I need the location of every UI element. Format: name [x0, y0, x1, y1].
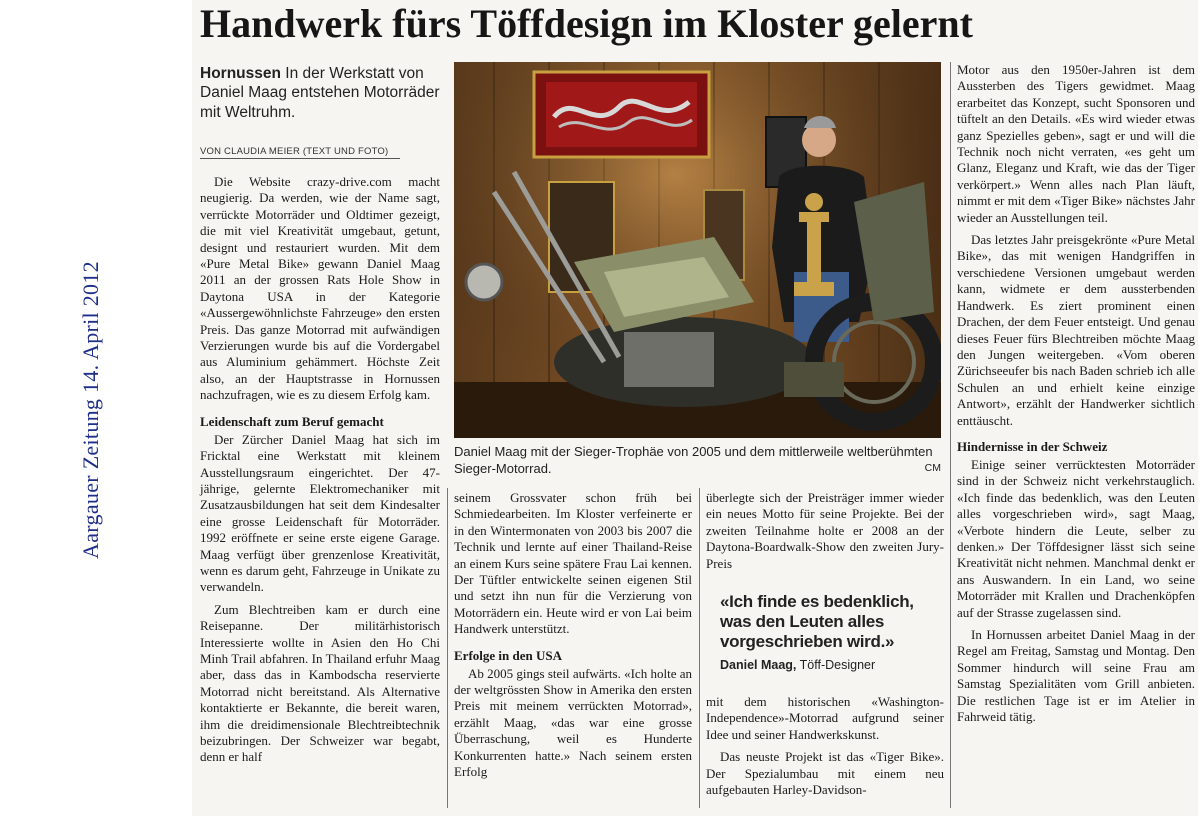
body-paragraph: Zum Blechtreiben kam er durch eine Reisepanne. Der militärhistorisch Interessierte wollte in Asien den Ho Chi Minh Trail abfahren. In Thailand erfuhr Maag aber, dass das in Kambodscha reservierte Motorrad nicht bereitstand. Als Alternative kontaktierte er Bekannte, die bereit waren, ihm die dreidimensionale Blechtreibtechnik beizubringen. Der Schweizer war begabt, denn er half — [200, 601, 440, 765]
lead-place: Hornussen — [200, 65, 281, 82]
body-paragraph: Das neuste Projekt ist das «Tiger Bike». Der Spezialumbau mit einem neu aufgebauten Harley-Davidson- — [706, 749, 944, 798]
pull-quote-text: «Ich finde es bedenklich, was den Leuten alles vorgeschrieben wird.» — [720, 592, 914, 651]
body-paragraph: mit dem historischen «Washington-Independence»-Motorrad aufgrund seiner Idee und seiner Handwerkskunst. — [706, 694, 944, 742]
body-paragraph: Ab 2005 gings steil aufwärts. «Ich holte an der weltgrössten Show in Amerika den ersten Preis mit meinem verrückten Motorrad», erzählt Maag, «das war eine grosse Überraschung, weil es Hunderte Konkurrenten hatte.» Nach seinem ersten Erfolg — [454, 665, 692, 780]
body-paragraph: In Hornussen arbeitet Daniel Maag in der Regel am Freitag, Samstag und Montag. Den Sommer hindurch will seine Frau am Samstag Spezialitäten vom Grill anbieten. Die restlichen Tage ist er im Atelier in Fahrweid tätig. — [957, 627, 1195, 725]
intro-paragraph: Die Website crazy-drive.com macht neugierig. Da werden, wie der Name sagt, verrückte Motorräder und Oldtimer gezeigt, die mit viel Kreativität umgebaut, getunt, designt und restauriert wurden. Mit dem «Pure Metal Bike» gewann Daniel Maag 2011 an der grossen Rats Hole Show in Daytona USA in der Kategorie «Aussergewöhnlichste Fahrzeuge» den ersten Preis. Das ganze Motorrad mit aufwändigen Verzierungen wurde bis auf die Vordergabel aus Aluminium gehämmert. Höchste Zeit also, an der Hauptstrasse in Hornussen nachzufragen, wie es zu diesem Erfolg kam. — [200, 174, 440, 403]
body-paragraph: seinem Grossvater schon früh bei Schmiedearbeiten. Im Kloster verfeinerte er in den Wintermonaten von 2003 bis 2007 die Technik und lernte auf einer Thailand-Reise an einem Kurs seine spätere Frau Lai kennen. Der Tüftler entwickelte seinen eigenen Stil und setzt ihn nun für die Verzierung von Motorrädern ein. Heute wird er von Lai beim Handwerk unterstützt. — [454, 490, 692, 637]
subhead-usa: Erfolge in den USA — [454, 647, 562, 663]
body-paragraph: Der Zürcher Daniel Maag hat sich im Fricktal eine Werkstatt mit kleinem Ausstellungsraum eingerichtet. Der 47-jährige, gelernte Elektromechaniker mit Zusatzausbildungen hat seit dem Kindesalter eine grosse Leidenschaft für Motorräder. 1992 eröffnete er seine erste eigene Garage. Maag verfügt über grenzenlose Kreativität, wenn es darum geht, Fahrzeuge in Unikate zu verwandeln. — [200, 431, 440, 595]
column-divider — [950, 62, 951, 808]
column-divider — [447, 488, 448, 808]
article-column-3-bottom — [706, 694, 944, 798]
byline: VON CLAUDIA MEIER (TEXT UND FOTO) — [200, 146, 400, 159]
article-column-1 — [200, 174, 440, 766]
pull-quote-author: Daniel Maag, — [720, 658, 797, 672]
subhead-passion: Leidenschaft zum Beruf gemacht — [200, 413, 384, 429]
lead-paragraph — [200, 64, 440, 122]
pull-quote-role: Töff-Designer — [799, 658, 876, 672]
motorcycle-photo-illustration — [454, 62, 941, 438]
pull-quote — [720, 592, 944, 672]
subhead-obstacles: Hindernisse in der Schweiz — [957, 438, 1108, 454]
body-paragraph: Motor aus den 1950er-Jahren ist dem Aussterben des Tigers gewidmet. Maag erarbeitet das Konzept, sucht Sponsoren und tüftelt an den Details. «Es wird wieder etwas ganz Spezielles geben», sagt er und will die Technik noch nicht verraten, «es geht um Glanz, Eleganz und Kraft, wie das der Tiger verkörpert.» Wenn alles nach Plan läuft, nimmt er mit dem «Tiger Bike» nächstes Jahr wieder an Ausstellungen teil. — [957, 62, 1195, 225]
body-paragraph: Das letztes Jahr preisgekrönte «Pure Metal Bike», das mit wenigen Handgriffen in verschiedene Versionen umgebaut werden kann, widmete er dem aussterbenden Handwerk. Es ziert prominent einen Drachen, der dem Feuer entsteigt. Und genau dieses Feuer fürs Blechtreiben möchte Maag den Jungen weitergeben. «Vom oberen Zürichseeufer bis nach Baden schrieb ich alle Schulen an und erhielt keine einzige Antwort», erzählt der Handwerker sichtlich enttäuscht. — [957, 232, 1195, 428]
photo-caption-text: Daniel Maag mit der Sieger-Trophäe von 2005 und dem mittlerweile weltberühmten Sieger-Motorrad. — [454, 444, 933, 476]
photo-caption — [454, 443, 941, 477]
lead-text: In der Werkstatt von Daniel Maag entstehen Motorräder mit Weltruhm. — [200, 65, 440, 121]
body-paragraph: Einige seiner verrücktesten Motorräder sind in der Schweiz nicht verkehrstauglich. «Ich finde das bedenklich, was den Leuten alles vorgeschrieben wird», sagt Maag, «Verbote hindern die Leute, selber zu denken.» Der Töffdesigner lässt sich seine Kreativität nicht nehmen. Manchmal denkt er ans Auswandern. In ein Land, wo seine Motorräder mit Krallen und Drachenköpfen auf der Strasse zugelassen sind. — [957, 456, 1195, 620]
date-annotation-text: Aargauer Zeitung 14. April 2012 — [78, 261, 104, 559]
column-divider — [699, 488, 700, 808]
photo-credit: CM — [924, 462, 941, 474]
article-column-2 — [454, 490, 692, 781]
pull-quote-attribution — [720, 658, 944, 672]
article-column-3-top — [706, 490, 944, 572]
body-paragraph: überlegte sich der Preisträger immer wieder ein neues Motto für seine Projekte. Bei der zweiten Teilnahme holte er 2008 an der Daytona-Boardwalk-Show den zweiten Jury-Preis — [706, 490, 944, 571]
headline: Handwerk fürs Töffdesign im Kloster gelernt — [200, 1, 973, 46]
date-annotation — [70, 245, 112, 575]
article-photo — [454, 62, 941, 438]
article-column-4 — [957, 62, 1195, 725]
